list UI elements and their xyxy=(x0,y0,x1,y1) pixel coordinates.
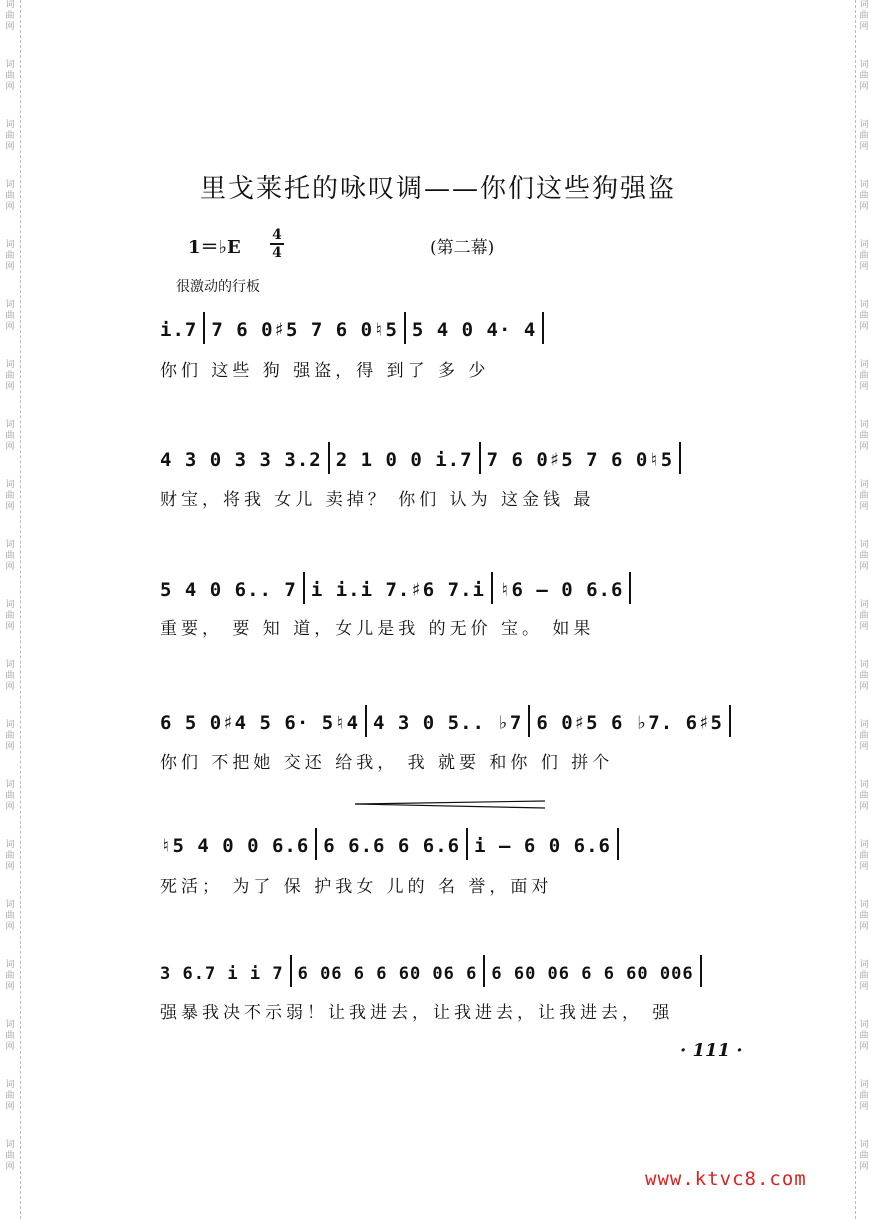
measure: i – 6 0 6.6 xyxy=(474,835,611,857)
watermark-glyphs: 词 曲 网 xyxy=(859,420,869,452)
watermark-glyphs: 词 曲 网 xyxy=(859,360,869,392)
measure: 2 1 0 0 i.7 xyxy=(335,449,473,471)
watermark-glyphs: 词 曲 网 xyxy=(859,1140,869,1172)
crescendo-mark xyxy=(355,800,545,810)
lyrics-row-6: 强暴我决不示弱！让我进去，让我进去，让我进去， 强 xyxy=(160,1003,674,1023)
watermark-glyphs: 词 曲 网 xyxy=(859,600,869,632)
act-label: (第二幕) xyxy=(430,238,495,258)
watermark-glyphs: 词 曲 网 xyxy=(5,1020,15,1052)
lyrics-row-2: 财宝，将我 女儿 卖掉？ 你们 认为 这金钱 最 xyxy=(160,490,595,510)
watermark-glyphs: 词 曲 网 xyxy=(5,0,15,32)
watermark-glyphs: 词 曲 网 xyxy=(859,960,869,992)
lyrics-row-1: 你们 这些 狗 强盗，得 到了 多 少 xyxy=(160,361,490,381)
measure: i i.i 7.♯6 7.i xyxy=(310,579,485,601)
notation-row-3 xyxy=(160,572,760,604)
time-signature xyxy=(270,228,284,260)
watermark-glyphs: 词 曲 网 xyxy=(859,540,869,572)
watermark-glyphs: 词 曲 网 xyxy=(5,1080,15,1112)
measure: ♮6 – 0 6.6 xyxy=(499,579,624,601)
watermark-glyphs: 词 曲 网 xyxy=(859,120,869,152)
lyrics-row-5: 死活； 为了 保 护我女 儿的 名 誉，面对 xyxy=(160,877,553,897)
notation-row-4 xyxy=(160,705,760,737)
watermark-glyphs: 词 曲 网 xyxy=(859,480,869,512)
watermark-glyphs: 词 曲 网 xyxy=(859,780,869,812)
time-signature-top: 4 xyxy=(272,227,282,243)
watermark-glyphs: 词 曲 网 xyxy=(5,840,15,872)
time-signature-bottom: 4 xyxy=(272,245,282,261)
watermark-glyphs: 词 曲 网 xyxy=(5,1140,15,1172)
watermark-glyphs: 词 曲 网 xyxy=(859,1020,869,1052)
watermark-glyphs: 词 曲 网 xyxy=(5,720,15,752)
watermark-glyphs: 词 曲 网 xyxy=(5,360,15,392)
measure: 7 6 0♯5 7 6 0♮5 xyxy=(486,449,674,471)
watermark-glyphs: 词 曲 网 xyxy=(859,900,869,932)
measure: 7 6 0♯5 7 6 0♮5 xyxy=(211,319,398,341)
measure: 6 06 6 6 60 06 6 xyxy=(297,964,478,984)
watermark-glyphs: 词 曲 网 xyxy=(5,60,15,92)
watermark-glyphs: 词 曲 网 xyxy=(5,300,15,332)
site-watermark: www.ktvc8.com xyxy=(645,1168,807,1190)
watermark-glyphs: 词 曲 网 xyxy=(5,600,15,632)
watermark-glyphs: 词 曲 网 xyxy=(859,0,869,32)
lyrics-row-3: 重要， 要 知 道，女儿是我 的无价 宝。 如果 xyxy=(160,619,595,639)
watermark-glyphs: 词 曲 网 xyxy=(859,660,869,692)
notation-row-2 xyxy=(160,442,760,474)
measure: 6 5 0♯4 5 6· 5♮4 xyxy=(160,712,360,734)
page-number: · 111 · xyxy=(680,1040,743,1061)
lyrics-row-4: 你们 不把她 交还 给我， 我 就要 和你 们 拼个 xyxy=(160,753,614,773)
watermark-glyphs: 词 曲 网 xyxy=(859,720,869,752)
measure: 6 60 06 6 6 60 006 xyxy=(491,964,694,984)
watermark-glyphs: 词 曲 网 xyxy=(859,60,869,92)
notation-row-5 xyxy=(160,828,760,860)
notation-row-6 xyxy=(160,955,760,987)
notation-row-1 xyxy=(160,312,760,344)
measure: 6 0♯5 6 ♭7. 6♯5 xyxy=(536,712,723,734)
measure: 3 6.7 i i 7 xyxy=(160,964,284,984)
measure: i.7 xyxy=(160,319,198,341)
measure: 6 6.6 6 6.6 xyxy=(323,835,461,857)
watermark-glyphs: 词 曲 网 xyxy=(5,180,15,212)
measure: 5 4 0 6.. 7 xyxy=(160,579,297,601)
watermark-glyphs: 词 曲 网 xyxy=(859,180,869,212)
measure: 5 4 0 4· 4 xyxy=(411,319,537,341)
watermark-glyphs: 词 曲 网 xyxy=(5,540,15,572)
watermark-glyphs: 词 曲 网 xyxy=(859,300,869,332)
watermark-glyphs: 词 曲 网 xyxy=(5,120,15,152)
watermark-glyphs: 词 曲 网 xyxy=(859,1080,869,1112)
key-signature: 1＝♭E xyxy=(188,237,241,258)
watermark-glyphs: 词 曲 网 xyxy=(5,900,15,932)
tempo-marking: 很激动的行板 xyxy=(176,279,260,295)
measure: ♮5 4 0 0 6.6 xyxy=(160,835,310,857)
measure: 4 3 0 3 3 3.2 xyxy=(160,449,322,471)
measure: 4 3 0 5.. ♭7 xyxy=(373,712,523,734)
watermark-glyphs: 词 曲 网 xyxy=(5,960,15,992)
watermark-glyphs: 词 曲 网 xyxy=(5,780,15,812)
page-title: 里戈莱托的咏叹调——你们这些狗强盗 xyxy=(199,174,676,204)
watermark-glyphs: 词 曲 网 xyxy=(5,420,15,452)
watermark-glyphs: 词 曲 网 xyxy=(859,840,869,872)
watermark-glyphs: 词 曲 网 xyxy=(859,240,869,272)
watermark-glyphs: 词 曲 网 xyxy=(5,480,15,512)
watermark-glyphs: 词 曲 网 xyxy=(5,660,15,692)
watermark-glyphs: 词 曲 网 xyxy=(5,240,15,272)
